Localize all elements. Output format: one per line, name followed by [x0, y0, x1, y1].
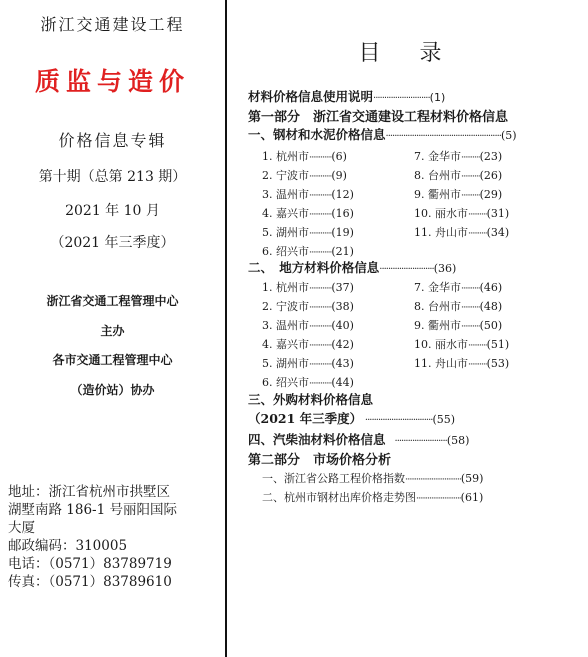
address-line: 湖墅南路 186-1 号丽阳国际 — [8, 502, 178, 518]
toc-city-name: 台州市 — [428, 169, 461, 182]
publisher-name: 浙江交通建设工程 — [40, 15, 185, 34]
toc-city-entry[interactable] — [262, 167, 347, 183]
leader-dots: ············ — [309, 229, 332, 239]
leader-dots: ·········· — [468, 341, 487, 351]
leader-dots: ·········· — [461, 284, 480, 294]
toc-item-number: 10. — [414, 207, 432, 220]
co-organizer: 各市交通工程管理中心 — [52, 353, 173, 367]
toc-page-number: (61) — [460, 491, 484, 504]
toc-item-number: 2. — [262, 169, 273, 182]
leader-dots: ·········· — [468, 210, 487, 220]
toc-item-number: 11. — [414, 226, 432, 239]
leader-dots: ·········· — [461, 153, 480, 163]
toc-part-1[interactable]: 第一部分 浙江省交通建设工程材料价格信息 — [248, 110, 509, 125]
postcode: 邮政编码：310005 — [8, 538, 128, 554]
assist-label: （造价站）协办 — [70, 383, 155, 397]
toc-item-number: 5. — [262, 357, 273, 370]
fax-number: 传真：（0571）83789610 — [8, 574, 172, 590]
leader-dots: ························· — [379, 264, 434, 275]
toc-city-entry[interactable] — [262, 279, 354, 295]
toc-city-name: 杭州市 — [276, 281, 309, 294]
toc-city-entry[interactable] — [262, 186, 354, 202]
toc-city-entry[interactable] — [262, 336, 354, 352]
toc-city-entry[interactable] — [414, 224, 509, 240]
toc-item-number: 11. — [414, 357, 432, 370]
magazine-title: 质监与造价 — [34, 67, 190, 96]
leader-dots: ············ — [309, 248, 332, 258]
contact-block — [8, 483, 222, 591]
toc-city-entry[interactable] — [262, 298, 354, 314]
leader-dots: ············ — [309, 191, 332, 201]
toc-entry-label: 四、汽柴油材料价格信息 — [248, 432, 386, 447]
toc-page-number: (48) — [479, 300, 503, 313]
toc-page-number: (40) — [331, 319, 354, 332]
leader-dots: ············ — [309, 341, 332, 351]
toc-section-3[interactable]: 三、外购材料价格信息 — [248, 392, 374, 407]
toc-entry-label: 二、 地方材料价格信息 — [248, 260, 380, 275]
leader-dots: ·········· — [461, 303, 480, 313]
toc-item-number: 8. — [414, 169, 425, 182]
toc-city-entry[interactable] — [414, 167, 502, 183]
toc-item-number: 4. — [262, 207, 273, 220]
leader-dots: ············ — [309, 303, 332, 313]
toc-section-3-sub[interactable] — [248, 409, 580, 427]
host-label: 主办 — [100, 324, 125, 338]
toc-city-name: 嘉兴市 — [276, 338, 309, 351]
toc-entry-label: 二、杭州市钢材出库价格走势图 — [262, 491, 416, 504]
toc-page-number: (50) — [479, 319, 503, 332]
toc-page-number: (55) — [432, 413, 456, 426]
toc-page-number: (36) — [433, 262, 457, 275]
toc-page-number: (1) — [429, 91, 446, 104]
toc-item-number: 3. — [262, 188, 273, 201]
toc-page-number: (5) — [501, 129, 517, 142]
toc-city-entry[interactable] — [414, 355, 509, 371]
toc-page-number: (51) — [486, 338, 510, 351]
toc-city-entry[interactable] — [262, 317, 354, 333]
issue-number: 第十期（总第 213 期） — [38, 169, 187, 185]
leader-dots: ························ — [416, 494, 461, 504]
toc-city-entry[interactable] — [414, 336, 509, 352]
leader-dots: ············ — [309, 153, 332, 163]
toc-page-number: (44) — [331, 376, 354, 389]
leader-dots: ············ — [309, 379, 332, 389]
leader-dots: ······························· — [355, 415, 433, 426]
toc-city-name: 金华市 — [428, 281, 461, 294]
toc-page-number: (6) — [331, 150, 347, 163]
toc-city-name: 温州市 — [276, 188, 309, 201]
toc-item-number: 8. — [414, 300, 425, 313]
toc-item-number: 9. — [414, 188, 425, 201]
address-line: 地址：浙江省杭州市拱墅区 — [8, 484, 170, 500]
toc-city-entry[interactable] — [262, 374, 354, 390]
toc-city-name: 舟山市 — [435, 357, 468, 370]
toc-page-number: (46) — [479, 281, 503, 294]
toc-city-name: 温州市 — [276, 319, 309, 332]
leader-dots: ············ — [309, 360, 332, 370]
leader-dots: ············ — [309, 210, 332, 220]
leader-dots: ·········· — [461, 322, 480, 332]
toc-item-number: 9. — [414, 319, 425, 332]
toc-section-4[interactable] — [248, 430, 580, 448]
toc-city-name: 湖州市 — [276, 357, 309, 370]
toc-city-entry[interactable] — [262, 224, 354, 240]
toc-page-number: (21) — [331, 245, 354, 258]
toc-page-number: (42) — [331, 338, 354, 351]
toc-city-entry[interactable] — [414, 317, 502, 333]
toc-city-entry[interactable] — [414, 148, 502, 164]
toc-part-2-item[interactable] — [262, 489, 483, 505]
leader-dots: ·········· — [461, 191, 480, 201]
organizer: 浙江省交通工程管理中心 — [46, 294, 179, 308]
toc-page-number: (59) — [460, 472, 484, 485]
toc-item-number: 4. — [262, 338, 273, 351]
leader-dots: ·········· — [468, 229, 487, 239]
toc-page-number: (58) — [446, 434, 470, 447]
toc-page-number: (19) — [331, 226, 354, 239]
toc-entry-label: 一、浙江省公路工程价格指数 — [262, 472, 405, 485]
leader-dots: ············ — [309, 172, 332, 182]
leader-dots: ·········· — [468, 360, 487, 370]
toc-page-number: (31) — [486, 207, 510, 220]
toc-city-entry[interactable] — [414, 298, 502, 314]
toc-city-entry[interactable] — [262, 243, 354, 259]
toc-city-name: 宁波市 — [276, 300, 309, 313]
toc-section-2[interactable] — [248, 258, 580, 276]
leader-dots: ·········· — [461, 172, 480, 182]
toc-city-entry[interactable] — [414, 205, 509, 221]
toc-city-name: 杭州市 — [276, 150, 309, 163]
toc-page-number: (53) — [486, 357, 510, 370]
toc-item-number: 6. — [262, 245, 273, 258]
toc-item-number: 1. — [262, 150, 273, 163]
cover-panel — [0, 0, 225, 657]
toc-page-number: (16) — [331, 207, 354, 220]
toc-page-number: (38) — [331, 300, 354, 313]
toc-entry-label: （2021 年三季度） — [248, 411, 356, 426]
toc-section-1[interactable] — [248, 125, 580, 143]
toc-item-number: 3. — [262, 319, 273, 332]
toc-item-number: 10. — [414, 338, 432, 351]
toc-page-number: (23) — [479, 150, 503, 163]
toc-page-number: (26) — [479, 169, 503, 182]
toc-city-name: 嘉兴市 — [276, 207, 309, 220]
toc-city-name: 丽水市 — [435, 338, 468, 351]
toc-city-name: 舟山市 — [435, 226, 468, 239]
toc-title: 目 录 — [358, 41, 458, 66]
toc-city-name: 台州市 — [428, 300, 461, 313]
issue-quarter: （2021 年三季度） — [50, 235, 175, 251]
toc-page-number: (12) — [331, 188, 354, 201]
toc-item-number: 5. — [262, 226, 273, 239]
leader-dots: ····················································· — [385, 131, 501, 142]
toc-item-number: 7. — [414, 281, 425, 294]
leader-dots: ············ — [309, 284, 332, 294]
toc-city-name: 绍兴市 — [276, 245, 309, 258]
toc-page-number: (43) — [331, 357, 354, 370]
toc-city-entry[interactable] — [262, 148, 347, 164]
toc-entry-label: 一、钢材和水泥价格信息 — [248, 127, 386, 142]
phone-number: 电话：（0571）83789719 — [8, 556, 172, 572]
toc-entry-usage-note[interactable] — [248, 87, 580, 105]
special-edition-title: 价格信息专辑 — [58, 131, 167, 150]
toc-item-number: 2. — [262, 300, 273, 313]
column-divider — [225, 0, 227, 657]
toc-part-2-item[interactable] — [262, 470, 483, 486]
leader-dots: ············ — [309, 322, 332, 332]
toc-item-number: 7. — [414, 150, 425, 163]
toc-city-name: 湖州市 — [276, 226, 309, 239]
leader-dots: ·························· — [373, 93, 430, 104]
toc-city-name: 衢州市 — [428, 319, 461, 332]
leader-dots: ······························ — [405, 475, 461, 485]
toc-page-number: (29) — [479, 188, 503, 201]
toc-city-name: 衢州市 — [428, 188, 461, 201]
toc-city-name: 宁波市 — [276, 169, 309, 182]
toc-page-number: (34) — [486, 226, 510, 239]
toc-item-number: 6. — [262, 376, 273, 389]
toc-city-name: 丽水市 — [435, 207, 468, 220]
toc-city-entry[interactable] — [414, 186, 502, 202]
toc-page-number: (37) — [331, 281, 354, 294]
toc-city-name: 绍兴市 — [276, 376, 309, 389]
toc-item-number: 1. — [262, 281, 273, 294]
toc-city-name: 金华市 — [428, 150, 461, 163]
toc-part-2[interactable]: 第二部分 市场价格分析 — [248, 453, 392, 468]
issue-date: 2021 年 10 月 — [65, 203, 160, 219]
toc-city-entry[interactable] — [262, 205, 354, 221]
toc-city-entry[interactable] — [262, 355, 354, 371]
toc-page-number: (9) — [331, 169, 347, 182]
leader-dots: ························ — [385, 436, 447, 447]
toc-city-entry[interactable] — [414, 279, 502, 295]
address-line: 大厦 — [8, 520, 35, 536]
toc-entry-label: 材料价格信息使用说明 — [248, 89, 374, 104]
